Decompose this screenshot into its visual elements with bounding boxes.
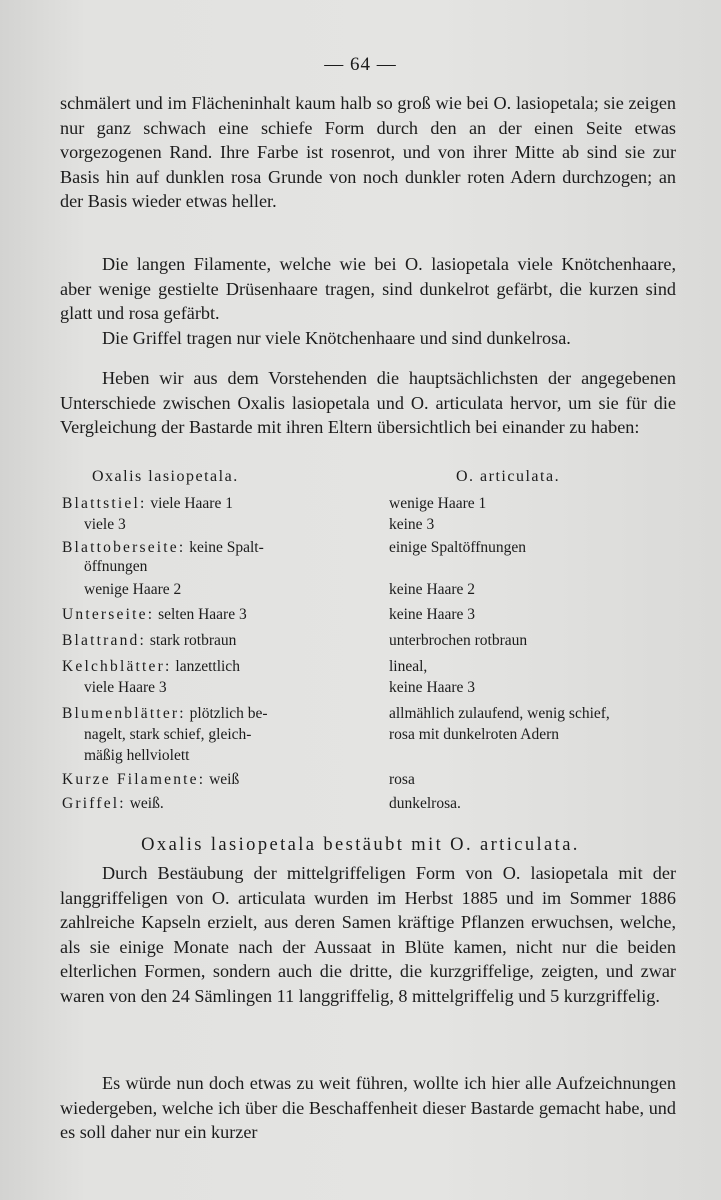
paragraph-text: Die langen Filamente, welche wie bei O. lasiopetala viele Knötchenhaare, aber wenige gestielte Drüsenhaare tragen, sind dunkelrot gefärbt, die kurzen sind glatt und rosa gefärbt. bbox=[60, 254, 676, 323]
paragraph-filamente bbox=[60, 252, 676, 326]
articulata-value: keine Haare 3 bbox=[389, 606, 476, 623]
lasiopetala-value: weiß bbox=[209, 771, 240, 788]
articulata-value: rosa mit dunkelroten Adern bbox=[389, 726, 560, 743]
row-term: Blattoberseite: bbox=[62, 539, 186, 556]
paragraph-text: Durch Bestäubung der mittelgriffeligen Form von O. lasiopetala mit der langgriffeligen von O. articulata wurden im Herbst 1885 und im Sommer 1886 zahlreiche Kapseln erzielt, aus deren Samen kräftige Pflanzen erwuchsen, welche, als sie einige Monate nach der Aussaat in Blüte kamen, nicht nur die beiden elterlichen Formen, sondern auch die dritte, die kurzgriffelige, zeigten, und zwar waren von den 24 Sämlingen 11 langgriffelig, 8 mittelgriffelig und 5 kurzgriffelig. bbox=[60, 863, 676, 1006]
row-term: Unterseite: bbox=[62, 606, 155, 623]
left-cell bbox=[62, 515, 374, 534]
table-header-left: Oxalis lasiopetala. bbox=[92, 468, 239, 485]
lasiopetala-value: selten Haare 3 bbox=[158, 606, 247, 623]
row-term: Blattrand: bbox=[62, 632, 146, 649]
left-cell bbox=[62, 678, 374, 697]
lasiopetala-value: lanzettlich bbox=[175, 658, 240, 675]
lasiopetala-value: öffnungen bbox=[84, 558, 148, 575]
row-term: Kelchblätter: bbox=[62, 658, 172, 675]
row-term: Blattstiel: bbox=[62, 495, 147, 512]
left-cell bbox=[62, 580, 374, 599]
paragraph-comparison-intro bbox=[60, 366, 676, 440]
left-cell bbox=[62, 746, 374, 765]
left-cell bbox=[62, 704, 352, 723]
paragraph-text: Heben wir aus dem Vorstehenden die hauptsächlichsten der angegebenen Unterschiede zwischen Oxalis lasiopetala und O. articulata hervor, um sie für die Vergleichung der Bastarde mit ihren Eltern übersichtlich bei einander zu haben: bbox=[60, 368, 676, 437]
row-term: Griffel: bbox=[62, 795, 126, 812]
paragraph-text: schmälert und im Flächeninhalt kaum halb so groß wie bei O. lasiopetala; sie zeigen nur ganz schwach eine schiefe Form durch den an der einen Seite etwas vorgezogenen Rand. Ihre Farbe ist rosenrot, und von ihrer Mitte ab sind sie zur Basis hin auf dunklen rosa Grunde von noch dunkler roten Adern durchzogen; an der Basis wieder etwas heller. bbox=[60, 93, 676, 211]
paragraph-continued bbox=[60, 91, 676, 214]
left-cell bbox=[62, 538, 352, 557]
paragraph-text: Die Griffel tragen nur viele Knötchenhaare und sind dunkelrosa. bbox=[102, 328, 571, 348]
articulata-value: einige Spaltöffnungen bbox=[389, 539, 527, 556]
left-cell bbox=[62, 631, 352, 650]
articulata-value: unterbrochen rotbraun bbox=[389, 632, 528, 649]
lasiopetala-value: wenige Haare 2 bbox=[84, 581, 182, 598]
row-term: Kurze Filamente: bbox=[62, 771, 206, 788]
left-cell bbox=[62, 657, 352, 676]
left-cell bbox=[62, 725, 374, 744]
articulata-value: dunkelrosa. bbox=[389, 795, 461, 812]
lasiopetala-value: viele 3 bbox=[84, 516, 126, 533]
row-term: Blumenblätter: bbox=[62, 705, 186, 722]
paragraph-bestaeubung bbox=[60, 861, 676, 1008]
articulata-value: keine Haare 3 bbox=[389, 679, 476, 696]
articulata-value: wenige Haare 1 bbox=[389, 495, 487, 512]
lasiopetala-value: stark rotbraun bbox=[149, 632, 237, 649]
paragraph-text: Es würde nun doch etwas zu weit führen, wollte ich hier alle Aufzeichnungen wiedergeben, welche ich über die Beschaffenheit dieser Bastarde gemacht habe, und es soll daher nur ein kurzer bbox=[60, 1073, 676, 1142]
articulata-value: keine 3 bbox=[389, 516, 435, 533]
left-cell bbox=[62, 494, 352, 513]
paragraph-griffel bbox=[60, 326, 676, 351]
left-cell bbox=[62, 794, 352, 813]
left-cell bbox=[62, 557, 374, 576]
lasiopetala-value: plötzlich be- bbox=[189, 705, 268, 722]
section-title: Oxalis lasiopetala bestäubt mit O. articulata. bbox=[141, 835, 580, 855]
lasiopetala-value: viele Haare 3 bbox=[84, 679, 167, 696]
lasiopetala-value: nagelt, stark schief, gleich- bbox=[84, 726, 252, 743]
paragraph-aufzeichnungen bbox=[60, 1071, 676, 1145]
articulata-value: keine Haare 2 bbox=[389, 581, 476, 598]
articulata-value: allmählich zulaufend, wenig schief, bbox=[389, 705, 610, 722]
page-number: — 64 — bbox=[324, 54, 397, 75]
table-header-right: O. articulata. bbox=[456, 468, 561, 485]
lasiopetala-value: viele Haare 1 bbox=[150, 495, 233, 512]
lasiopetala-value: keine Spalt- bbox=[189, 539, 264, 556]
lasiopetala-value: mäßig hellviolett bbox=[84, 747, 190, 764]
lasiopetala-value: weiß. bbox=[129, 795, 164, 812]
articulata-value: lineal, bbox=[389, 658, 428, 675]
articulata-value: rosa bbox=[389, 771, 415, 788]
left-cell bbox=[62, 770, 352, 789]
left-cell bbox=[62, 605, 352, 624]
